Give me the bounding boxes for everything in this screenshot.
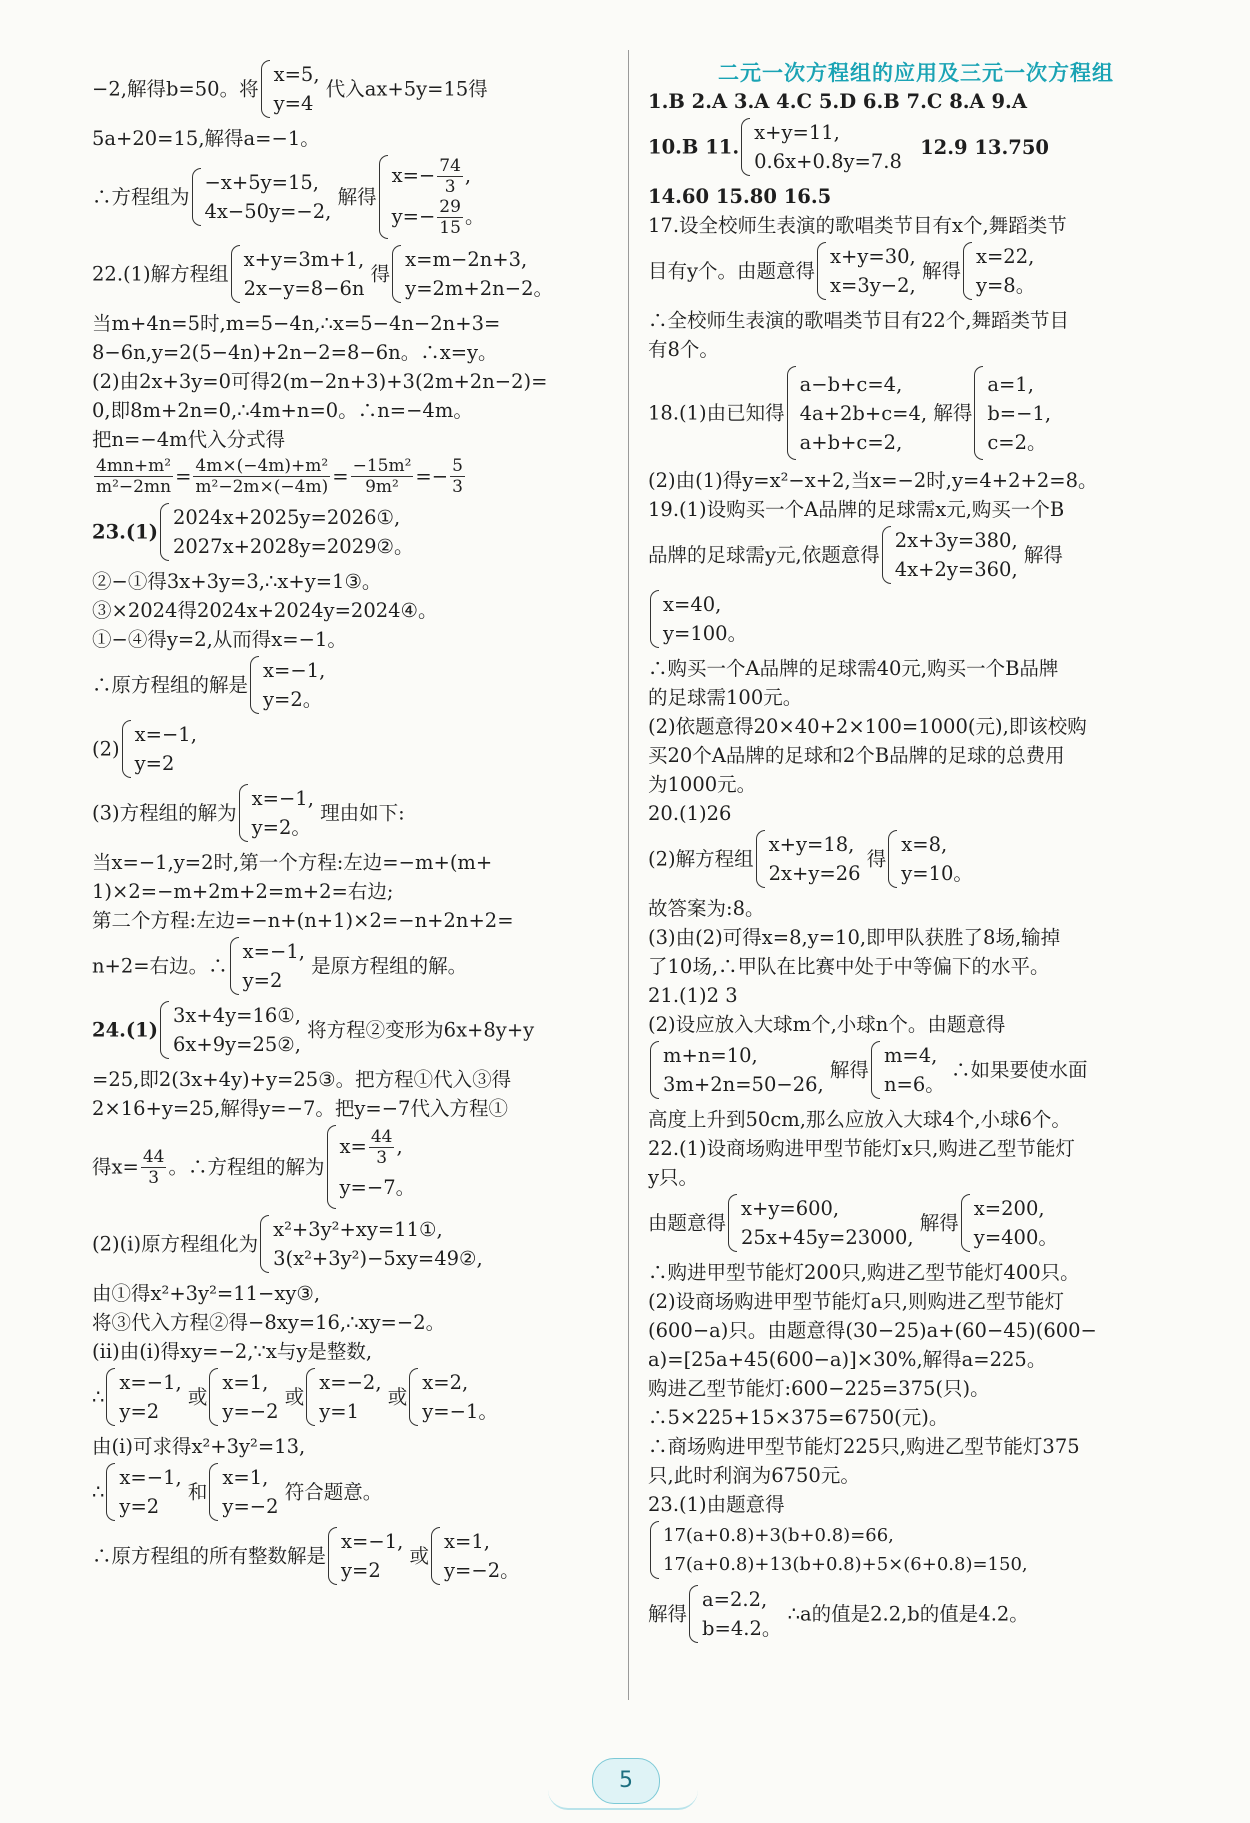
text-line: 23.(1)由题意得 (648, 1493, 785, 1516)
text-line: 第二个方程:左边=−n+(n+1)×2=−n+2n+2= (92, 909, 514, 932)
text-line: (2)由2x+3y=0可得2(m−2n+3)+3(2m+2n−2)= (92, 370, 548, 393)
text-line: 将③代入方程②得−8xy=16,∴xy=−2。 (92, 1311, 446, 1334)
text-line: 20.(1)26 (648, 802, 732, 825)
text-line: ③×2024得2024x+2024y=2024④。 (92, 599, 438, 622)
q21-substitution: −2,解得b=50。将 x=5, y=4 代入ax+5y=15得 (92, 60, 606, 118)
column-divider (628, 50, 629, 1700)
text-line: ∴购进甲型节能灯200只,购进乙型节能灯400只。 (648, 1261, 1080, 1284)
text-line: 把n=−4m代入分式得 (92, 428, 286, 451)
q23-system: 23.(1) 2024x+2025y=2026①, 2027x+2028y=2029②。 (92, 503, 606, 561)
text-line: 买20个A品牌的足球和2个B品牌的足球的总费用 (648, 744, 1065, 767)
text-line: (2)由(1)得y=x²−x+2,当x=−2时,y=4+2+2=8。 (648, 469, 1098, 492)
text-line: 17.设全校师生表演的歌唱类节目有x个,舞蹈类节 (648, 214, 1067, 237)
text-line: =25,即2(3x+4y)+y=25③。把方程①代入③得 (92, 1068, 512, 1091)
q18-system: 18.(1)由已知得 a−b+c=4, 4a+2b+c=4, a+b+c=2, 解得 a=1, b=−1, c=2。 (648, 366, 1184, 460)
text-line: (3)由(2)可得x=8,y=10,即甲队获胜了8场,输掉 (648, 926, 1061, 949)
text-line: 5a+20=15,解得a=−1。 (92, 127, 320, 150)
text-line: 有8个。 (648, 338, 719, 361)
right-column (648, 58, 1184, 1649)
q22-system: 22.(1)解方程组 x+y=3m+1, 2x−y=8−6n 得 x=m−2n+3, y=2m+2n−2。 (92, 245, 606, 303)
text-line: 购进乙型节能灯:600−225=375(只)。 (648, 1377, 990, 1400)
q23-3-solution: (3)方程组的解为 x=−1, y=2。 理由如下: (92, 784, 606, 842)
text-line: 0,即8m+2n=0,∴4m+n=0。∴n=−4m。 (92, 399, 473, 422)
text-line: ∴全校师生表演的歌唱类节目有22个,舞蹈类节目 (648, 309, 1070, 332)
answer-row: 14.60 15.80 16.5 (648, 185, 832, 208)
q24-2-integer-cases: ∴ x=−1, y=2 或 x=1, y=−2 或 x=−2, y=1 或 x=2, y=−1。 (92, 1368, 606, 1426)
text-line: (600−a)只。由题意得(30−25)a+(60−45)(600− (648, 1319, 1097, 1342)
text-line: y只。 (648, 1166, 699, 1189)
q19-system: 品牌的足球需y元,依题意得 2x+3y=380, 4x+2y=360, 解得 (648, 526, 1184, 584)
q23-system: 17(a+0.8)+3(b+0.8)=66, 17(a+0.8)+13(b+0.8)+5×(6+0.8)=150, (648, 1521, 1184, 1579)
text-line: 由①得x²+3y²=11−xy③, (92, 1282, 321, 1305)
text-line: 1)×2=−m+2m+2=m+2=右边; (92, 880, 394, 903)
q20-system: (2)解方程组 x+y=18, 2x+y=26 得 x=8, y=10。 (648, 830, 1184, 888)
text-line: ∴5×225+15×375=6750(元)。 (648, 1406, 949, 1429)
text-line: ②−①得3x+3y=3,∴x+y=1③。 (92, 570, 382, 593)
answer-row: 10.B 11. x+y=11, 0.6x+0.8y=7.8 12.9 13.750 (648, 118, 1184, 176)
text-line: 当x=−1,y=2时,第一个方程:左边=−m+(m+ (92, 851, 493, 874)
q17-system: 目有y个。由题意得 x+y=30, x=3y−2, 解得 x=22, y=8。 (648, 242, 1184, 300)
text-line: 21.(1)2 3 (648, 984, 738, 1007)
text-line: 只,此时利润为6750元。 (648, 1464, 860, 1487)
q21-system: m+n=10, 3m+2n=50−26, 解得 m=4, n=6。 ∴如果要使水面 (648, 1041, 1184, 1099)
text-line: 故答案为:8。 (648, 897, 765, 920)
text-line: 19.(1)设购买一个A品牌的足球需x元,购买一个B (648, 498, 1065, 521)
text-line: ∴商场购进甲型节能灯225只,购进乙型节能灯375 (648, 1435, 1080, 1458)
q24-2-system: (2)(i)原方程组化为 x²+3y²+xy=11①, 3(x²+3y²)−5xy=49②, (92, 1215, 606, 1273)
left-column (92, 58, 606, 1591)
page-number: 5 (592, 1758, 660, 1804)
q24-solution: 得x= $\frac{44}{3}$ 。∴方程组的解为 x= $\frac{44}{3}$ , y=−7。 (92, 1125, 606, 1209)
q24-2-valid-cases: ∴ x=−1, y=2 和 x=1, y=−2 符合题意。 (92, 1463, 606, 1521)
text-line: a)=[25a+45(600−a)]×30%,解得a=225。 (648, 1348, 1047, 1371)
q24-2-final: ∴原方程组的所有整数解是 x=−1, y=2 或 x=1, y=−2。 (92, 1527, 606, 1585)
q19-solution: x=40, y=100。 (648, 590, 1184, 648)
q23-2-solution: (2) x=−1, y=2 (92, 720, 606, 778)
q24-system: 24.(1) 3x+4y=16①, 6x+9y=25②, 将方程②变形为6x+8y+y (92, 1001, 606, 1059)
q23-solution: 解得 a=2.2, b=4.2。 ∴a的值是2.2,b的值是4.2。 (648, 1585, 1184, 1643)
text-line: 高度上升到50cm,那么应放入大球4个,小球6个。 (648, 1108, 1071, 1131)
answer-row: 1.B 2.A 3.A 4.C 5.D 6.B 7.C 8.A 9.A (648, 90, 1027, 113)
text-line: (2)依题意得20×40+2×100=1000(元),即该校购 (648, 715, 1087, 738)
text-line: (ii)由(i)得xy=−2,∵x与y是整数, (92, 1340, 373, 1363)
text-line: 由(i)可求得x²+3y²=13, (92, 1435, 306, 1458)
text-line: 了10场,∴甲队在比赛中处于中等偏下的水平。 (648, 955, 1050, 978)
text-line: (2)设应放入大球m个,小球n个。由题意得 (648, 1013, 1006, 1036)
q23-solution: ∴原方程组的解是 x=−1, y=2。 (92, 656, 606, 714)
text-line: 当m+4n=5时,m=5−4n,∴x=5−4n−2n+3= (92, 312, 501, 335)
text-line: ①−④得y=2,从而得x=−1。 (92, 628, 347, 651)
text-line: 为1000元。 (648, 773, 757, 796)
text-line: 22.(1)设商场购进甲型节能灯x只,购进乙型节能灯 (648, 1137, 1075, 1160)
section-title: 二元一次方程组的应用及三元一次方程组 (718, 60, 1114, 85)
q22-fraction-chain: $\frac{\text{4mn+m²}}{\text{m²−2mn}}$ = $\frac{\text{4m×(−4m)+m²}}{\text{m²−2m×(−4m)}}$ = $\frac{\text{−15m²}}{\text{9m²}}$ =− $\frac{5}{3}$ (96, 456, 463, 497)
text-line: (2)设商场购进甲型节能灯a只,则购进乙型节能灯 (648, 1290, 1064, 1313)
text-line: 8−6n,y=2(5−4n)+2n−2=8−6n。∴x=y。 (92, 341, 498, 364)
text-line: ∴购买一个A品牌的足球需40元,购买一个B品牌 (648, 657, 1059, 680)
text-line: 的足球需100元。 (648, 686, 803, 709)
q23-3-conclusion: n+2=右边。∴ x=−1, y=2 是原方程组的解。 (92, 937, 606, 995)
q21-system: ∴方程组为 −x+5y=15, 4x−50y=−2, 解得 x=− $\frac{74}{3}$ , y=− $\frac{29}{15}$ 。 (92, 156, 485, 238)
text-line: 2×16+y=25,解得y=−7。把y=−7代入方程① (92, 1097, 508, 1120)
q22-system: 由题意得 x+y=600, 25x+45y=23000, 解得 x=200, y=400。 (648, 1194, 1184, 1252)
